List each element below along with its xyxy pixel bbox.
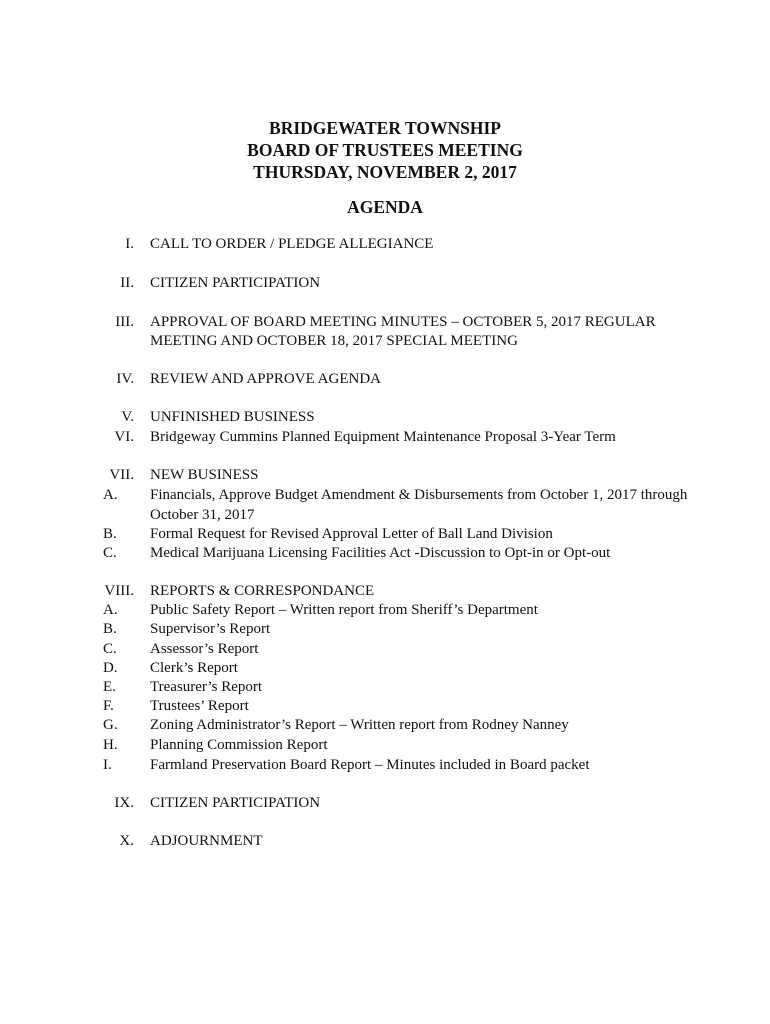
sub-item-text: Treasurer’s Report <box>150 679 263 695</box>
sub-item-letter: D. <box>103 660 118 676</box>
item-number: VII. <box>109 467 134 483</box>
item-number: IX. <box>114 795 134 811</box>
township-title: BRIDGEWATER TOWNSHIP <box>269 118 501 138</box>
item-number: I. <box>125 236 134 252</box>
sub-item-text: Trustees’ Report <box>150 698 249 714</box>
sub-item-text: Public Safety Report – Written report from Sheriff’s Department <box>150 602 538 618</box>
agenda-item-continued <box>0 332 770 351</box>
sub-item-letter: C. <box>103 545 117 561</box>
item-text: REPORTS & CORRESPONDANCE <box>150 583 375 599</box>
item-number: VIII. <box>104 583 134 599</box>
agenda-item <box>0 235 770 254</box>
sub-item-letter: G. <box>103 717 118 733</box>
sub-item-text: Financials, Approve Budget Amendment & Disbursements from October 1, 2017 through <box>150 487 688 503</box>
item-text: Bridgeway Cummins Planned Equipment Maintenance Proposal 3-Year Term <box>150 429 616 445</box>
sub-item-letter: C. <box>103 641 117 657</box>
agenda-item <box>0 370 770 389</box>
item-text: CITIZEN PARTICIPATION <box>150 275 321 291</box>
sub-item-letter: I. <box>103 757 112 773</box>
sub-item-continued <box>0 506 770 525</box>
sub-item-text: Medical Marijuana Licensing Facilities Act -Discussion to Opt-in or Opt-out <box>150 545 611 561</box>
sub-item <box>0 756 770 775</box>
item-text: APPROVAL OF BOARD MEETING MINUTES – OCTOBER 5, 2017 REGULAR <box>150 314 656 330</box>
sub-item <box>0 697 770 716</box>
agenda-heading: AGENDA <box>347 197 423 217</box>
sub-item-letter: E. <box>103 679 116 695</box>
sub-item-letter: B. <box>103 621 117 637</box>
item-number: X. <box>119 833 134 849</box>
item-number: II. <box>120 275 134 291</box>
sub-item <box>0 620 770 639</box>
agenda-item <box>0 794 770 813</box>
meeting-date: THURSDAY, NOVEMBER 2, 2017 <box>253 162 517 182</box>
sub-item-letter: F. <box>103 698 114 714</box>
sub-item <box>0 736 770 755</box>
sub-item <box>0 544 770 563</box>
sub-item-text: Assessor’s Report <box>150 641 259 657</box>
item-text: CITIZEN PARTICIPATION <box>150 795 321 811</box>
item-text: MEETING AND OCTOBER 18, 2017 SPECIAL MEETING <box>150 333 518 349</box>
agenda-item <box>0 408 770 427</box>
sub-item-letter: A. <box>103 487 118 503</box>
agenda-item <box>0 582 770 601</box>
sub-item <box>0 601 770 620</box>
sub-item-text: Supervisor’s Report <box>150 621 271 637</box>
sub-item-text: Zoning Administrator’s Report – Written report from Rodney Nanney <box>150 717 569 733</box>
item-text: ADJOURNMENT <box>150 833 263 849</box>
sub-item <box>0 525 770 544</box>
sub-item-text: Clerk’s Report <box>150 660 238 676</box>
sub-item <box>0 486 770 505</box>
item-number: V. <box>121 409 134 425</box>
sub-item-letter: A. <box>103 602 118 618</box>
item-text: UNFINISHED BUSINESS <box>150 409 315 425</box>
agenda-item <box>0 466 770 485</box>
item-text: CALL TO ORDER / PLEDGE ALLEGIANCE <box>150 236 434 252</box>
sub-item-letter: H. <box>103 737 118 753</box>
agenda-item <box>0 428 770 447</box>
agenda-item <box>0 313 770 332</box>
item-number: IV. <box>116 371 134 387</box>
sub-item-text: Planning Commission Report <box>150 737 328 753</box>
sub-item-text: Farmland Preservation Board Report – Minutes included in Board packet <box>150 757 590 773</box>
meeting-title: BOARD OF TRUSTEES MEETING <box>247 140 523 160</box>
sub-item-text: October 31, 2017 <box>150 507 255 523</box>
item-text: NEW BUSINESS <box>150 467 259 483</box>
sub-item <box>0 640 770 659</box>
sub-item <box>0 716 770 735</box>
item-text: REVIEW AND APPROVE AGENDA <box>150 371 381 387</box>
agenda-item <box>0 832 770 851</box>
agenda-item <box>0 274 770 293</box>
sub-item <box>0 678 770 697</box>
item-number: VI. <box>114 429 134 445</box>
item-number: III. <box>115 314 134 330</box>
sub-item <box>0 659 770 678</box>
sub-item-letter: B. <box>103 526 117 542</box>
sub-item-text: Formal Request for Revised Approval Letter of Ball Land Division <box>150 526 553 542</box>
